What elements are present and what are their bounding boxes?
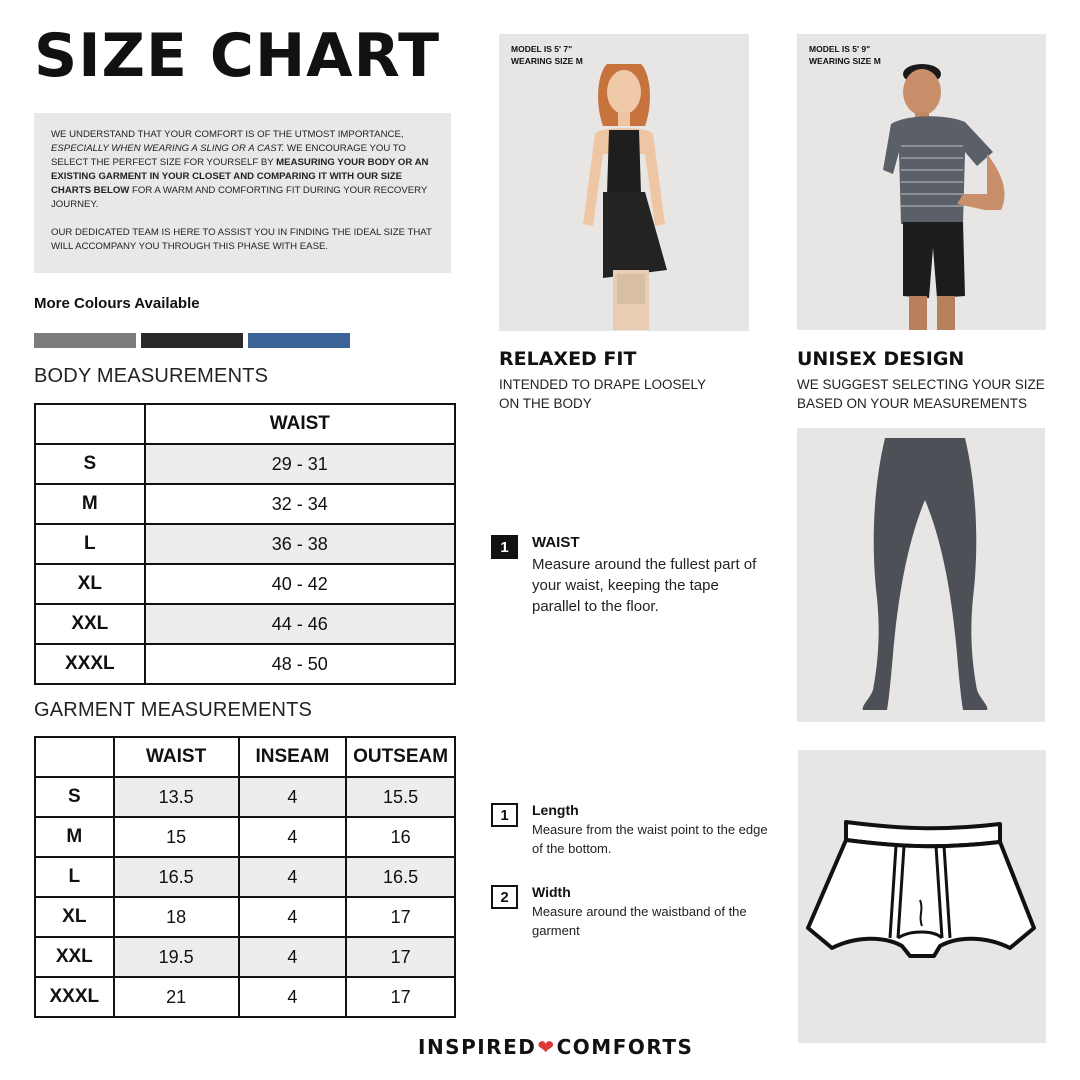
table-header-cell (35, 404, 145, 444)
waist-value: 16.5 (114, 857, 239, 897)
woman-model-illustration (499, 34, 749, 331)
swatch-grey[interactable] (34, 333, 136, 348)
garment-measurements-title: GARMENT MEASUREMENTS (34, 699, 313, 721)
waist-value: 21 (114, 977, 239, 1017)
size-label: XXL (35, 937, 114, 977)
table-row (35, 857, 455, 897)
colours-title: More Colours Available (34, 295, 200, 312)
inseam-value: 4 (239, 937, 347, 977)
size-label: M (35, 484, 145, 524)
table-row (35, 937, 455, 977)
body-silhouette-panel (797, 428, 1045, 722)
waist-value: 36 - 38 (145, 524, 455, 564)
inseam-value: 4 (239, 897, 347, 937)
outseam-value: 16 (346, 817, 455, 857)
brand-logo: INSPIRED ❤ COMFORTS (418, 1035, 694, 1059)
waist-value: 15 (114, 817, 239, 857)
outseam-value: 15.5 (346, 777, 455, 817)
table-row (35, 524, 455, 564)
width-guide-title: Width (532, 884, 571, 900)
model-caption: MODEL IS 5' 7" WEARING SIZE M (511, 44, 583, 66)
waist-guide-title: WAIST (532, 534, 580, 551)
man-model-illustration (797, 34, 1046, 330)
width-guide-text: Measure around the waistband of the garment (532, 904, 747, 938)
waist-value: 44 - 46 (145, 604, 455, 644)
table-header-row (35, 737, 455, 777)
table-header-cell: INSEAM (239, 737, 347, 777)
model-caption: MODEL IS 5' 9" WEARING SIZE M (809, 44, 881, 66)
waist-value: 48 - 50 (145, 644, 455, 684)
table-row (35, 777, 455, 817)
relaxed-fit-text: INTENDED TO DRAPE LOOSELY ON THE BODY (499, 377, 707, 411)
table-header-cell (35, 737, 114, 777)
model-photo-man (797, 34, 1046, 330)
size-label: S (35, 444, 145, 484)
intro-paragraph-1: WE UNDERSTAND THAT YOUR COMFORT IS OF THE UTMOST IMPORTANCE, ESPECIALLY WHEN WEARING A SLING OR A CAST. WE ENCOURAGE YOU TO SELECT THE PERFECT SIZE FOR YOURSELF BY MEASURING YOUR BODY OR AN EXISTING GARMENT IN YOUR CLOSET AND COMPARING IT WITH OUR SIZE CHARTS BELOW FOR A WARM AND COMFORTING FIT DURING YOUR RECOVERY JOURNEY. (51, 129, 429, 210)
waist-value: 32 - 34 (145, 484, 455, 524)
garment-illustration-panel (798, 750, 1046, 1043)
intro-paragraph-2: OUR DEDICATED TEAM IS HERE TO ASSIST YOU IN FINDING THE IDEAL SIZE THAT WILL ACCOMPANY YOU THROUGH THIS PHASE WITH EASE. (51, 227, 432, 252)
waist-guide-text: Measure around the fullest part of your waist, keeping the tape parallel to the floor. (532, 556, 757, 615)
size-label: L (35, 857, 114, 897)
swatch-blue[interactable] (248, 333, 350, 348)
size-label: XXL (35, 604, 145, 644)
model-photo-woman (499, 34, 749, 331)
unisex-design-title: UNISEX DESIGN (797, 348, 965, 370)
heart-icon: ❤ (537, 1035, 556, 1059)
table-row (35, 817, 455, 857)
table-row (35, 604, 455, 644)
step-number-badge: 1 (491, 803, 518, 827)
outseam-value: 17 (346, 897, 455, 937)
swatch-black[interactable] (141, 333, 243, 348)
table-row (35, 897, 455, 937)
outseam-value: 17 (346, 937, 455, 977)
legs-silhouette-icon (797, 428, 1045, 722)
inseam-value: 4 (239, 857, 347, 897)
table-row (35, 444, 455, 484)
table-header-cell: WAIST (145, 404, 455, 444)
waist-value: 29 - 31 (145, 444, 455, 484)
waist-value: 18 (114, 897, 239, 937)
waist-value: 40 - 42 (145, 564, 455, 604)
body-measurements-title: BODY MEASUREMENTS (34, 365, 269, 387)
size-label: M (35, 817, 114, 857)
outseam-value: 16.5 (346, 857, 455, 897)
table-row (35, 564, 455, 604)
intro-box (34, 113, 451, 273)
size-label: XXXL (35, 644, 145, 684)
step-number-badge: 1 (491, 535, 518, 559)
length-guide-text: Measure from the waist point to the edge of the bottom. (532, 822, 768, 856)
size-label: L (35, 524, 145, 564)
relaxed-fit-title: RELAXED FIT (499, 348, 637, 370)
table-row (35, 977, 455, 1017)
inseam-value: 4 (239, 777, 347, 817)
page-title: SIZE CHART (34, 21, 441, 91)
table-row (35, 484, 455, 524)
size-label: XL (35, 564, 145, 604)
inseam-value: 4 (239, 977, 347, 1017)
table-row (35, 644, 455, 684)
size-label: XL (35, 897, 114, 937)
size-label: XXXL (35, 977, 114, 1017)
step-number-badge: 2 (491, 885, 518, 909)
size-label: S (35, 777, 114, 817)
garment-measurements-table (34, 736, 456, 1018)
table-header-cell: WAIST (114, 737, 239, 777)
body-measurements-table (34, 403, 456, 685)
shorts-outline-icon (798, 750, 1046, 1043)
length-guide-title: Length (532, 802, 579, 818)
outseam-value: 17 (346, 977, 455, 1017)
unisex-design-text: WE SUGGEST SELECTING YOUR SIZE BASED ON YOUR MEASUREMENTS (797, 377, 1045, 411)
inseam-value: 4 (239, 817, 347, 857)
table-header-row (35, 404, 455, 444)
waist-value: 19.5 (114, 937, 239, 977)
table-header-cell: OUTSEAM (346, 737, 455, 777)
waist-value: 13.5 (114, 777, 239, 817)
